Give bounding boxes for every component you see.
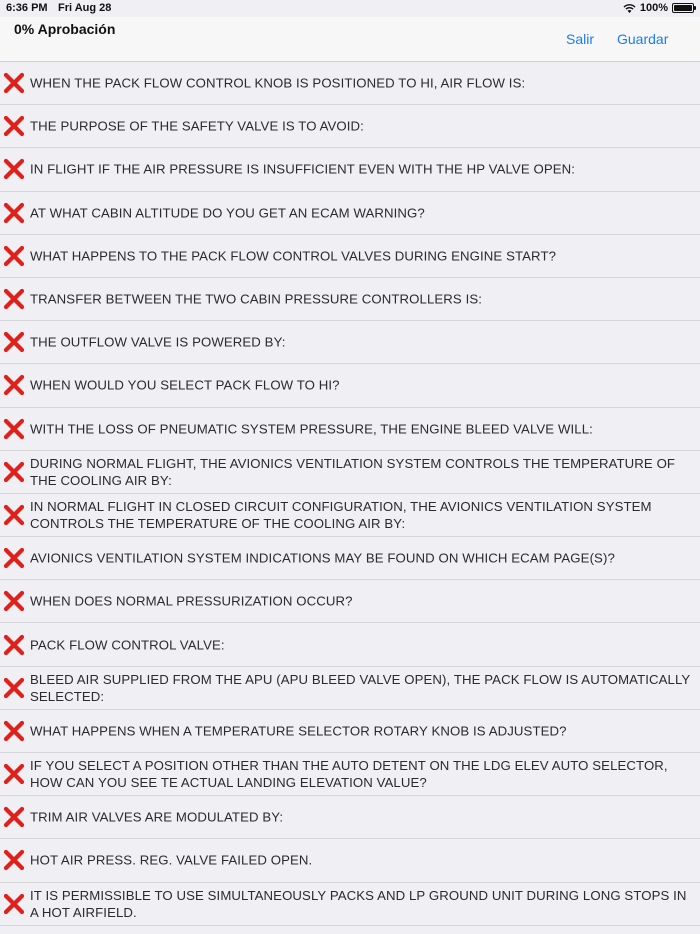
question-text: DURING NORMAL FLIGHT, THE AVIONICS VENTILATION SYSTEM CONTROLS THE TEMPERATURE OF THE COOLING AIR BY:: [30, 455, 676, 488]
question-text: IT IS PERMISSIBLE TO USE SIMULTANEOUSLY PACKS AND LP GROUND UNIT DURING LONG STOPS IN A HOT AIRFIELD.: [30, 887, 687, 920]
status-indicators: [623, 2, 694, 14]
x-mark-icon: [3, 547, 25, 569]
list-item[interactable]: [0, 62, 700, 105]
x-mark-icon: [3, 893, 25, 915]
question-text: AT WHAT CABIN ALTITUDE DO YOU GET AN ECAM WARNING?: [30, 205, 425, 221]
status-time: 6:36 PM: [6, 2, 48, 14]
list-item[interactable]: [0, 580, 700, 623]
question-list: [0, 62, 700, 926]
list-item[interactable]: [0, 278, 700, 321]
x-mark-icon: [3, 115, 25, 137]
list-item[interactable]: [0, 796, 700, 839]
list-item[interactable]: [0, 364, 700, 407]
question-text: THE PURPOSE OF THE SAFETY VALVE IS TO AVOID:: [30, 118, 364, 134]
list-item[interactable]: [0, 883, 700, 926]
question-text: WHEN WOULD YOU SELECT PACK FLOW TO HI?: [30, 377, 340, 393]
question-text: IN NORMAL FLIGHT IN CLOSED CIRCUIT CONFIGURATION, THE AVIONICS VENTILATION SYSTEM CONTROLS THE TEMPERATURE OF THE COOLING AIR BY:: [30, 498, 652, 531]
x-mark-icon: [3, 374, 25, 396]
list-item[interactable]: [0, 148, 700, 191]
question-text: BLEED AIR SUPPLIED FROM THE APU (APU BLEED VALVE OPEN), THE PACK FLOW IS AUTOMATICALLY SELECTED:: [30, 671, 691, 704]
question-text: IN FLIGHT IF THE AIR PRESSURE IS INSUFFICIENT EVEN WITH THE HP VALVE OPEN:: [30, 161, 576, 177]
question-text: WHAT HAPPENS WHEN A TEMPERATURE SELECTOR ROTARY KNOB IS ADJUSTED?: [30, 723, 567, 739]
x-mark-icon: [3, 72, 25, 94]
battery-icon: [672, 3, 694, 13]
list-item[interactable]: [0, 408, 700, 451]
list-item[interactable]: [0, 235, 700, 278]
battery-percent: 100%: [639, 2, 668, 14]
x-mark-icon: [3, 634, 25, 656]
list-item[interactable]: [0, 451, 700, 494]
x-mark-icon: [3, 288, 25, 310]
question-text: WHEN THE PACK FLOW CONTROL KNOB IS POSITIONED TO HI, AIR FLOW IS:: [30, 75, 526, 91]
x-mark-icon: [3, 202, 25, 224]
x-mark-icon: [3, 331, 25, 353]
list-item[interactable]: [0, 839, 700, 882]
question-text: HOT AIR PRESS. REG. VALVE FAILED OPEN.: [30, 852, 313, 868]
x-mark-icon: [3, 418, 25, 440]
question-text: THE OUTFLOW VALVE IS POWERED BY:: [30, 334, 286, 350]
x-mark-icon: [3, 245, 25, 267]
list-item[interactable]: [0, 667, 700, 710]
list-item[interactable]: [0, 321, 700, 364]
x-mark-icon: [3, 720, 25, 742]
question-text: PACK FLOW CONTROL VALVE:: [30, 637, 225, 653]
list-item[interactable]: [0, 494, 700, 537]
question-text: TRIM AIR VALVES ARE MODULATED BY:: [30, 809, 284, 825]
question-text: AVIONICS VENTILATION SYSTEM INDICATIONS MAY BE FOUND ON WHICH ECAM PAGE(S)?: [30, 550, 615, 566]
exit-button[interactable]: Salir: [566, 31, 595, 47]
x-mark-icon: [3, 461, 25, 483]
list-item[interactable]: [0, 537, 700, 580]
x-mark-icon: [3, 763, 25, 785]
question-text: WHAT HAPPENS TO THE PACK FLOW CONTROL VALVES DURING ENGINE START?: [30, 248, 557, 264]
status-date: Fri Aug 28: [58, 2, 112, 14]
x-mark-icon: [3, 158, 25, 180]
question-text: WHEN DOES NORMAL PRESSURIZATION OCCUR?: [30, 593, 353, 609]
list-item[interactable]: [0, 710, 700, 753]
x-mark-icon: [3, 849, 25, 871]
list-item[interactable]: [0, 105, 700, 148]
list-item[interactable]: [0, 753, 700, 796]
x-mark-icon: [3, 806, 25, 828]
save-button[interactable]: Guardar: [617, 31, 669, 47]
question-text: TRANSFER BETWEEN THE TWO CABIN PRESSURE CONTROLLERS IS:: [30, 291, 482, 307]
question-text: WITH THE LOSS OF PNEUMATIC SYSTEM PRESSURE, THE ENGINE BLEED VALVE WILL:: [30, 421, 593, 437]
question-text: IF YOU SELECT A POSITION OTHER THAN THE AUTO DETENT ON THE LDG ELEV AUTO SELECTOR, HOW CAN YOU SEE TE ACTUAL LANDING ELEVATION VALUE?: [30, 758, 668, 791]
x-mark-icon: [3, 677, 25, 699]
x-mark-icon: [3, 504, 25, 526]
status-bar: [0, 0, 700, 17]
navigation-bar: [0, 17, 700, 62]
list-item[interactable]: [0, 192, 700, 235]
page-title: 0% Aprobación: [14, 21, 116, 37]
wifi-icon: [623, 3, 636, 14]
x-mark-icon: [3, 590, 25, 612]
list-item[interactable]: [0, 623, 700, 666]
